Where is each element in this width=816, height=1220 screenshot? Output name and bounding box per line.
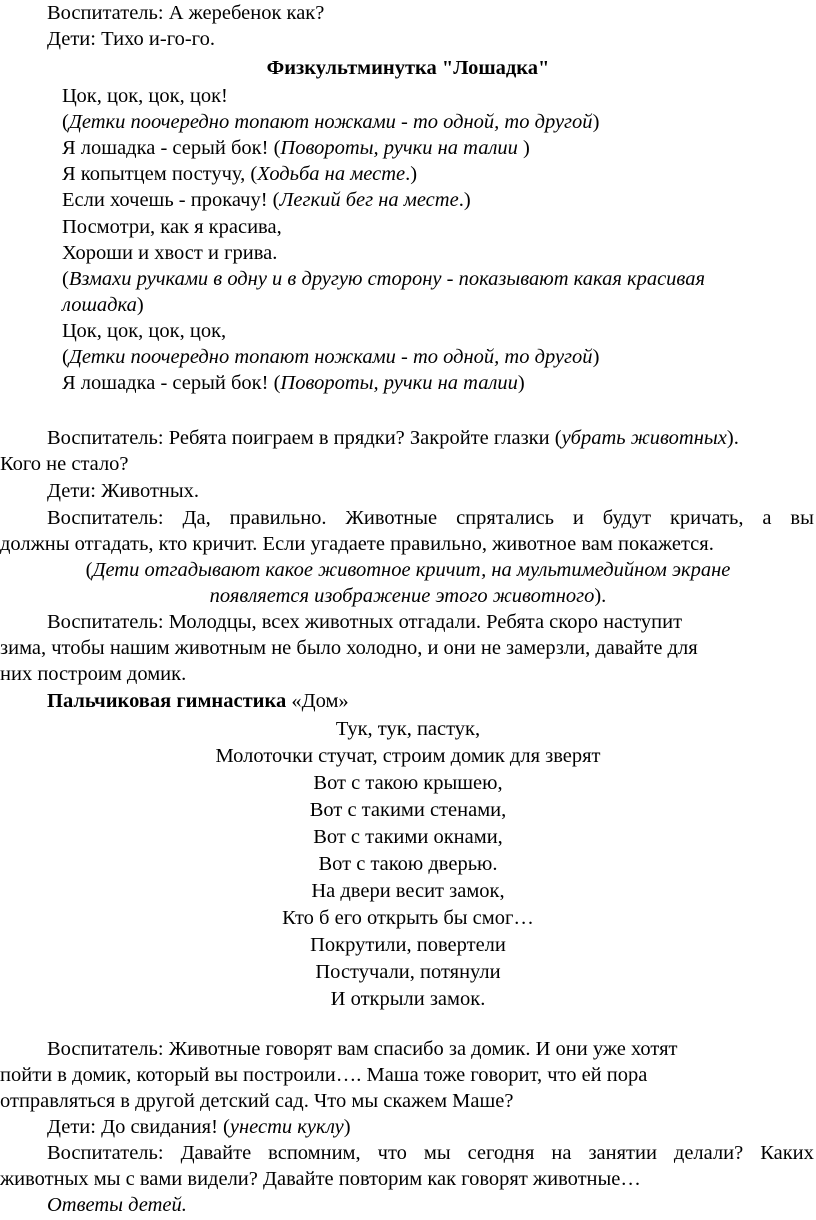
dialog-line — [0, 1192, 816, 1218]
dialog-text: зима, чтобы нашим животным не было холодно, и они не замерзли, давайте для — [0, 637, 698, 659]
dialog-line — [0, 531, 816, 557]
word: что — [377, 1142, 407, 1164]
dialog-text: должны отгадать, кто кричит. Если угадаете правильно, животное вам покажется. — [0, 533, 714, 555]
word: мы — [423, 1142, 451, 1164]
section-title-text: Физкультминутка "Лошадка" — [266, 57, 550, 79]
word: Воспитатель: — [47, 507, 164, 529]
poem-line — [0, 932, 816, 958]
poem-line — [0, 187, 816, 213]
poem-line — [0, 318, 816, 344]
poem-line — [0, 878, 816, 904]
poem-line — [0, 716, 816, 742]
poem-line — [0, 905, 816, 931]
dialog-text: Дети: Животных. — [47, 480, 200, 502]
word: вспомним, — [268, 1142, 361, 1164]
poem-text: Вот с такими окнами, — [313, 826, 503, 848]
poem-text: Я лошадка - серый бок! ( — [62, 372, 281, 394]
poem-text: Тук, тук, пастук, — [335, 718, 481, 740]
stage-direction: Повороты, ручки на талии — [280, 372, 518, 394]
section-title-text: Пальчиковая гимнастика — [47, 690, 287, 712]
stage-direction: Легкий бег на месте — [279, 189, 459, 211]
poem-line — [0, 109, 816, 135]
poem-text: Посмотри, как я красива, — [62, 216, 282, 238]
poem-line — [0, 214, 816, 240]
stage-direction: убрать животных — [561, 427, 727, 449]
stage-direction: появляется изображение этого животного — [209, 585, 595, 607]
poem-line — [0, 266, 816, 292]
dialog-line — [0, 635, 816, 661]
poem-text: Цок, цок, цок, цок, — [62, 320, 227, 342]
stage-direction: Дети отгадывают какое животное кричит, на мультимедийном экране — [92, 559, 731, 581]
word: вы — [790, 507, 814, 529]
poem-text: И открыли замок. — [330, 988, 486, 1010]
poem-text: Цок, цок, цок, цок! — [62, 85, 228, 107]
dialog-line — [0, 1088, 816, 1114]
poem-line — [0, 370, 816, 396]
stage-direction: Взмахи ручками в одну и в другую сторону - показывают какая красивая — [68, 268, 705, 290]
paren: ) — [592, 111, 600, 133]
word: Воспитатель: — [47, 1142, 164, 1164]
dialog-line — [0, 1114, 816, 1140]
dialog-text: них построим домик. — [0, 663, 187, 685]
paren: ( — [85, 559, 93, 581]
word: правильно. — [229, 507, 327, 529]
dialog-line — [0, 1062, 816, 1088]
word: на — [551, 1142, 572, 1164]
poem-line — [0, 83, 816, 109]
dialog-text: Кого не стало? — [0, 453, 129, 475]
stage-direction: Ходьба на месте — [257, 163, 406, 185]
word: делали? — [673, 1142, 744, 1164]
poem-text: Молоточки стучат, строим домик для зверят — [215, 745, 601, 767]
paren: ) — [136, 294, 144, 316]
poem-line — [0, 240, 816, 266]
poem-line — [0, 851, 816, 877]
dialog-line — [0, 0, 816, 26]
word: кричать, — [669, 507, 744, 529]
poem-text: Покрутили, повертели — [310, 934, 506, 956]
poem-line — [0, 161, 816, 187]
section-title-loshadka — [0, 55, 816, 81]
dialog-line — [0, 451, 816, 477]
paren: ). — [594, 585, 607, 607]
poem-text: Кто б его открыть бы смог… — [282, 907, 534, 929]
poem-text: Я копытцем постучу, ( — [62, 163, 258, 185]
poem-line — [0, 986, 816, 1012]
word: Животные — [345, 507, 438, 529]
dialog-text: Воспитатель: Ребята поиграем в прядки? Закройте глазки ( — [47, 427, 562, 449]
poem-text: Если хочешь - прокачу! ( — [62, 189, 280, 211]
paren: ( — [62, 346, 69, 368]
poem-text: Вот с такою крышею, — [313, 772, 503, 794]
poem-line — [0, 959, 816, 985]
stage-direction: унести куклу — [229, 1116, 344, 1138]
poem-text: Постучали, потянули — [315, 961, 501, 983]
poem-line — [0, 344, 816, 370]
word: спрятались — [456, 507, 554, 529]
paren: ) — [517, 137, 530, 159]
dialog-line — [0, 609, 816, 635]
poem-line — [0, 797, 816, 823]
poem-text: На двери весит замок, — [311, 880, 505, 902]
poem-text: Вот с такою дверью. — [318, 853, 498, 875]
poem-line — [0, 770, 816, 796]
paren: ) — [517, 372, 525, 394]
dialog-text: Дети: Тихо и-го-го. — [47, 28, 215, 50]
dialog-text: Воспитатель: Молодцы, всех животных отгадали. Ребята скоро наступит — [47, 611, 683, 633]
dialog-text: Дети: До свидания! ( — [47, 1116, 230, 1138]
word: Давайте — [180, 1142, 252, 1164]
dialog-line-justified — [0, 1140, 816, 1166]
poem-line — [0, 824, 816, 850]
word: занятии — [588, 1142, 657, 1164]
word: Да, — [182, 507, 211, 529]
dialog-text: Воспитатель: Животные говорят вам спасибо за домик. И они уже хотят — [47, 1038, 678, 1060]
paren: ( — [62, 111, 69, 133]
section-title-suffix: «Дом» — [286, 690, 349, 712]
poem-text: Вот с такими стенами, — [309, 799, 507, 821]
poem-text: Хороши и хвост и грива. — [62, 242, 278, 264]
poem-line — [0, 135, 816, 161]
paren: ) — [592, 346, 600, 368]
dialog-text: Воспитатель: А жеребенок как? — [47, 2, 325, 24]
section-title-dom — [0, 688, 816, 714]
stage-direction-line — [0, 557, 816, 583]
dialog-text: животных мы с вами видели? Давайте повторим как говорят животные… — [0, 1168, 641, 1190]
dialog-text: пойти в домик, который вы построили…. Маша тоже говорит, что ей пора — [0, 1064, 648, 1086]
dialog-line — [0, 661, 816, 687]
dialog-line — [0, 1166, 816, 1192]
stage-direction-line — [0, 583, 816, 609]
paren: ). — [726, 427, 739, 449]
paren: ( — [62, 268, 69, 290]
dialog-line — [0, 425, 816, 451]
stage-direction: Детки поочередно топают ножками - то одной, то другой — [68, 111, 593, 133]
stage-direction: Повороты, ручки на талии — [280, 137, 518, 159]
stage-direction: Детки поочередно топают ножками - то одной, то другой — [68, 346, 593, 368]
poem-text: Я лошадка - серый бок! ( — [62, 137, 281, 159]
word: Каких — [760, 1142, 814, 1164]
paren: .) — [405, 163, 418, 185]
dialog-line — [0, 1036, 816, 1062]
poem-line — [0, 292, 816, 318]
poem-line — [0, 743, 816, 769]
word: сегодня — [467, 1142, 535, 1164]
paren: .) — [458, 189, 471, 211]
dialog-line-justified — [0, 505, 816, 531]
stage-direction: Ответы детей. — [47, 1194, 187, 1216]
paren: ) — [343, 1116, 351, 1138]
dialog-line — [0, 478, 816, 504]
word: а — [762, 507, 772, 529]
word: будут — [602, 507, 652, 529]
stage-direction: лошадка — [62, 294, 137, 316]
word: и — [572, 507, 584, 529]
dialog-line — [0, 26, 816, 52]
dialog-text: отправляться в другой детский сад. Что мы скажем Маше? — [0, 1090, 514, 1112]
